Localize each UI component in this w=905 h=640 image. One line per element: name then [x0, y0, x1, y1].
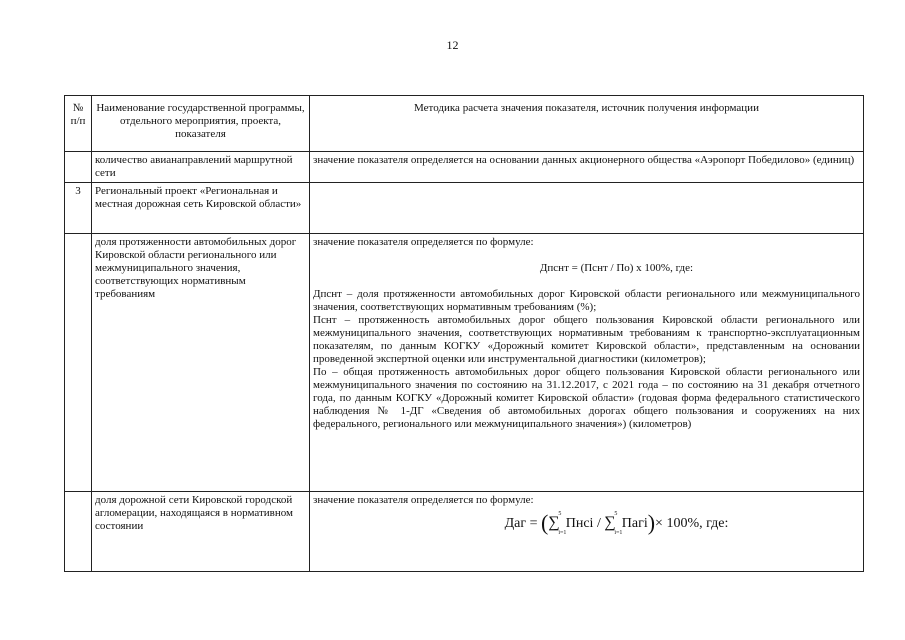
- agglo-formula-intro: значение показателя определяется по формуле:: [313, 494, 534, 506]
- row-air-name: количество авианаправлений маршрутной сети: [92, 152, 310, 183]
- sum-symbol-1: ∑ 5 i=1: [548, 511, 567, 536]
- table-row-agglomeration: [65, 492, 864, 572]
- row-agglo-method: [310, 492, 864, 572]
- table-row-air-routes: [65, 152, 864, 183]
- roads-definition-1: Дпснт – доля протяженности автомобильных дорог Кировской области регионального или межмуниципального значения, соответствующих нормативным требованиям (%);: [313, 288, 860, 313]
- row-air-method: значение показателя определяется на основании данных акционерного общества «Аэропорт Победилово» (единиц): [310, 152, 864, 183]
- page-number: 12: [446, 38, 459, 52]
- table-row-regional-project: [65, 183, 864, 234]
- sum-symbol-2: ∑ 5 i=1: [604, 511, 623, 536]
- row-roads-num: [65, 234, 92, 492]
- agglo-formula: [373, 510, 860, 536]
- close-paren: ): [647, 510, 656, 535]
- row-agglo-name: доля дорожной сети Кировской городской агломерации, находящаяся в нормативном состоянии: [92, 492, 310, 572]
- agglo-formula-rhs: × 100%, где:: [655, 516, 729, 531]
- agglo-term-1: Пнсi /: [565, 516, 601, 531]
- agglo-term-2: Пагi: [621, 516, 648, 531]
- sum-2-lower: i=1: [614, 530, 623, 536]
- agglo-formula-lhs: Даг =: [504, 516, 538, 531]
- row-agglo-num: [65, 492, 92, 572]
- header-method: Методика расчета значения показателя, источник получения информации: [310, 96, 864, 152]
- table-row-roads-share: [65, 234, 864, 492]
- open-paren: (: [541, 510, 549, 535]
- sum-2-upper: 5: [614, 511, 618, 517]
- table-header-row: [65, 96, 864, 152]
- row-project-num: 3: [65, 183, 92, 234]
- header-name: Наименование государственной программы, отдельного мероприятия, проекта, показателя: [92, 96, 310, 152]
- header-num: № п/п: [65, 96, 92, 152]
- row-roads-method: [310, 234, 864, 492]
- row-project-method: [310, 183, 864, 234]
- roads-formula-intro: значение показателя определяется по формуле:: [313, 236, 534, 248]
- sum-1-lower: i=1: [558, 530, 567, 536]
- row-air-num: [65, 152, 92, 183]
- sum-1-upper: 5: [558, 511, 562, 517]
- roads-definition-2: Пснт – протяженность автомобильных дорог общего пользования Кировской области регионального или межмуниципального значения, соответствующих нормативным требованиям к транспортно-эксплуатационным показателям, по данным КОГКУ «Дорожный комитет Кировской области», представленным на основании проведенной экспертной оценки или инструментальной диагностики (километров);: [313, 314, 860, 365]
- roads-definition-3: По – общая протяженность автомобильных дорог общего пользования Кировской области регионального или межмуниципального значения по состоянию на 31.12.2017, с 2021 года – по состоянию на 31 декабря отчетного года, по данным КОГКУ «Дорожный комитет Кировской области» (годовая форма федерального статистического наблюдения № 1-ДГ «Сведения об автомобильных дорогах общего пользования и сооружениях на них федерального, регионального или межмуниципального значения») (километров): [313, 366, 860, 430]
- indicator-table: [64, 95, 864, 572]
- row-roads-name: доля протяженности автомобильных дорог Кировской области регионального или межмуниципального значения, соответствующих нормативным требованиям: [92, 234, 310, 492]
- row-project-name: Региональный проект «Региональная и местная дорожная сеть Кировской области»: [92, 183, 310, 234]
- roads-formula: Дпснт = (Пснт / По) x 100%, где:: [539, 262, 694, 274]
